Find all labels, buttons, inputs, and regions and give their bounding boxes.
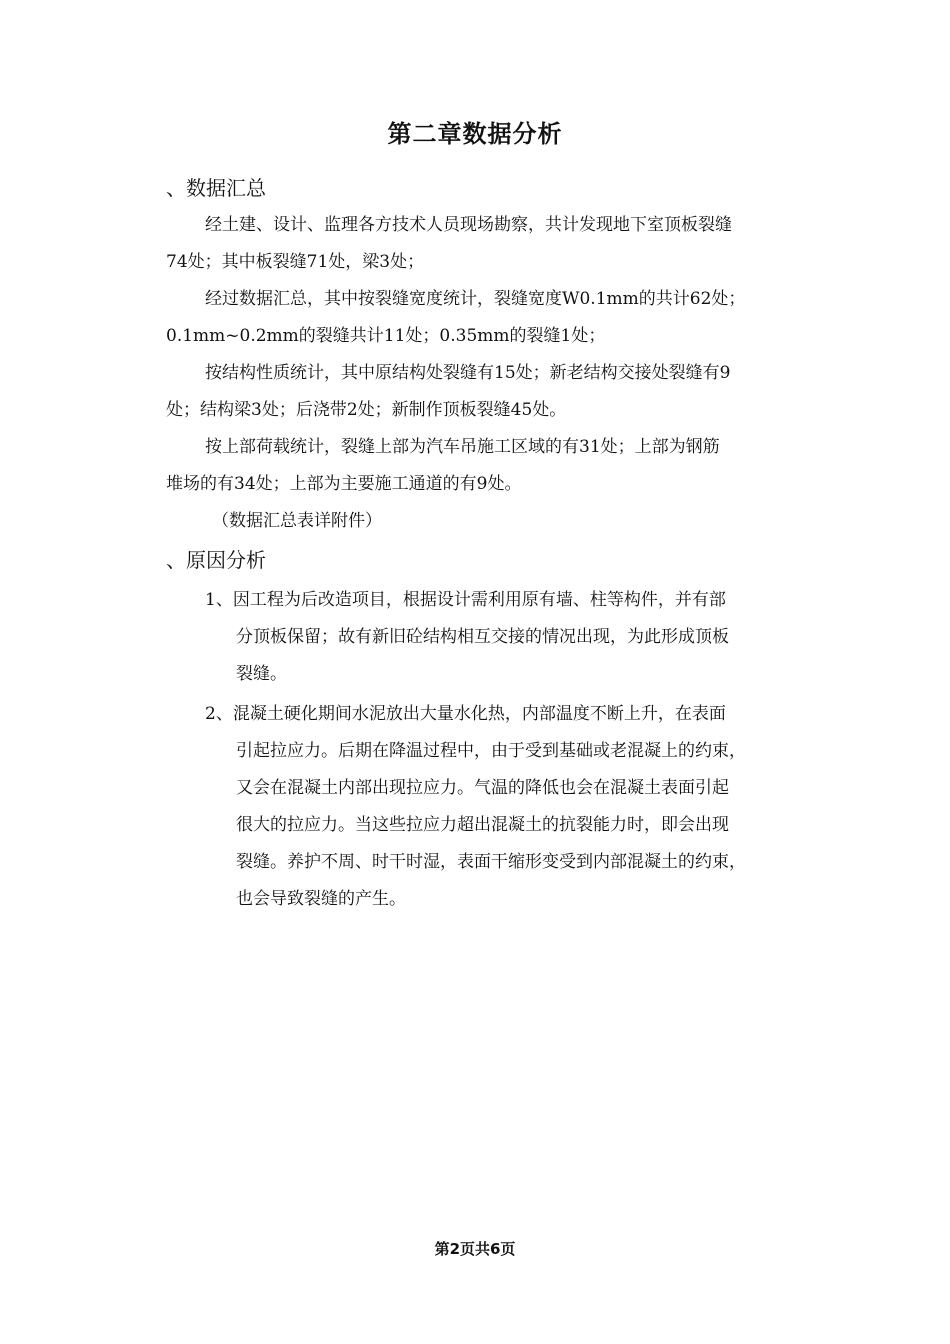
paragraph-line: 74处；其中板裂缝71处，梁3处； bbox=[166, 252, 425, 272]
list-item-line: 很大的拉应力。当这些拉应力超出混凝土的抗裂能力时，即会出现 bbox=[236, 815, 729, 835]
paragraph-line: 经过数据汇总，其中按裂缝宽度统计，裂缝宽度W0.1mm的共计62处； bbox=[205, 289, 746, 309]
list-item-line: 也会导致裂缝的产生。 bbox=[236, 889, 406, 909]
attachment-note: （数据汇总表详附件） bbox=[212, 511, 382, 531]
paragraph-line: 堆场的有34处；上部为主要施工通道的有9处。 bbox=[166, 474, 522, 494]
paragraph-line: 经土建、设计、监理各方技术人员现场勘察，共计发现地下室顶板裂缝 bbox=[205, 215, 732, 235]
page-number: 第2页共6页 bbox=[434, 1240, 516, 1258]
list-item-line: 分顶板保留；故有新旧砼结构相互交接的情况出现，为此形成顶板 bbox=[236, 627, 729, 647]
list-item-line: 裂缝。 bbox=[236, 664, 287, 684]
list-item-line: 裂缝。养护不周、时干时湿，表面干缩形变受到内部混凝土的约束， bbox=[236, 852, 746, 872]
paragraph-line: 0.1mm~0.2mm的裂缝共计11处；0.35mm的裂缝1处； bbox=[166, 326, 606, 346]
paragraph-line: 处；结构梁3处；后浇带2处；新制作顶板裂缝45处。 bbox=[166, 400, 567, 420]
list-item-line: 又会在混凝土内部出现拉应力。气温的降低也会在混凝土表面引起 bbox=[236, 778, 729, 798]
section-heading-cause-analysis: 、原因分析 bbox=[166, 548, 266, 572]
paragraph-line: 按上部荷载统计，裂缝上部为汽车吊施工区域的有31处；上部为钢筋 bbox=[205, 437, 720, 457]
paragraph-line: 按结构性质统计，其中原结构处裂缝有15处；新老结构交接处裂缝有9 bbox=[205, 363, 731, 383]
list-item-line: 2、混凝土硬化期间水泥放出大量水化热，内部温度不断上升，在表面 bbox=[205, 704, 726, 724]
chapter-title: 第二章数据分析 bbox=[387, 120, 563, 148]
section-heading-data-summary: 、数据汇总 bbox=[166, 176, 266, 200]
list-item-line: 1、因工程为后改造项目，根据设计需利用原有墙、柱等构件，并有部 bbox=[205, 590, 726, 610]
list-item-line: 引起拉应力。后期在降温过程中，由于受到基础或老混凝上的约束， bbox=[236, 741, 746, 761]
